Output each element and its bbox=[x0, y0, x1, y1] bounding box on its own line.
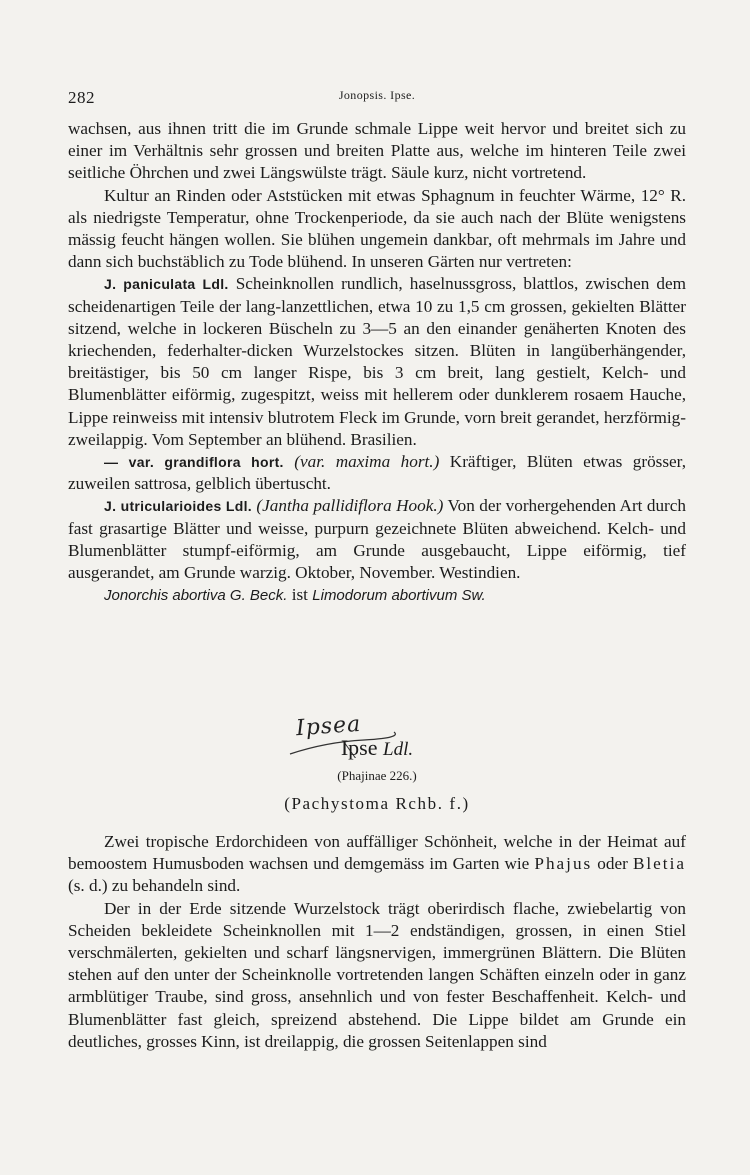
page-number: 282 bbox=[68, 88, 95, 107]
intro-connector: oder bbox=[592, 854, 633, 874]
note-name-a: Jonorchis abortiva G. Beck. bbox=[104, 587, 288, 605]
paragraph-intro bbox=[68, 831, 686, 898]
variety-entry-grandiflora bbox=[68, 451, 686, 495]
intro-end: (s. d.) zu behandeln sind. bbox=[68, 876, 241, 896]
page-header bbox=[68, 88, 686, 110]
species-synonym: (Jantha pallidiflora Hook.) bbox=[256, 496, 444, 516]
paragraph-culture: Kultur an Rinden oder Aststücken mit etwas Sphagnum in feuchter Wärme, 12° R. als niedrigste Temperatur, ohne Trockenperiode, da sie auch nach der Blüte wenigstens mässig feucht hängen wollen. Sie blühen ungemein dankbar, oft mehrmals im Jahre und dann sich buchstäblich zu Tode blühend. In unseren Gärten nur vertreten: bbox=[68, 185, 686, 272]
variety-synonym: (var. maxima hort.) bbox=[294, 452, 440, 472]
species-name: J. paniculata Ldl. bbox=[104, 276, 229, 293]
species-entry-paniculata bbox=[68, 273, 686, 451]
genus-author: Ldl. bbox=[383, 739, 414, 760]
genus-synonym: (Pachystoma Rchb. f.) bbox=[284, 794, 470, 813]
main-text bbox=[68, 118, 686, 607]
genus-reference: (Phajinae 226.) bbox=[337, 768, 417, 783]
intro-text: Zwei tropische Erdorchideen von auffälliger Schönheit, welche in der Heimat auf bemoostem Humusboden wachsen und demgemäss im Garten wie bbox=[68, 832, 686, 874]
paragraph-continuation: wachsen, aus ihnen tritt die im Grunde schmale Lippe weit hervor und breitet sich zu einer im Verhältnis sehr grossen und breiten Platte aus, welche im hinteren Teile zwei seitliche Öhrchen und zwei Längswülste trägt. Säule kurz, nicht vortretend. bbox=[68, 119, 686, 183]
variety-name: — var. grandiflora hort. bbox=[104, 454, 284, 471]
genus-ref-bletia: Bletia bbox=[632, 854, 686, 874]
synonym-note bbox=[68, 584, 686, 607]
note-connector: ist bbox=[287, 585, 313, 605]
genus-title bbox=[68, 735, 686, 761]
species-description: Von der vorhergehenden Art durch fast grasartige Blätter und weisse, purpurn gezeichnete Blüten abweichend. Kelch- und Blumenblätter stumpf-eiförmig, am Grunde ausgebaucht, Lippe eiförmig, tief ausgerandet, am Grunde warzig. Oktober, November. Westindien. bbox=[68, 496, 687, 583]
handwritten-annotation: Ipsea bbox=[295, 711, 362, 742]
running-head: Jonopsis. Ipse. bbox=[338, 88, 416, 102]
paragraph-description: Der in der Erde sitzende Wurzelstock trägt oberirdisch flache, zwiebelartig von Scheiden bekleidete Scheinknollen mit 1—2 endständigen, grossen, in einen Stiel verschmälerten, gekielten und scharf längsnervigen, immergrünen Blättern. Die Blüten stehen auf den unter der Scheinknolle vortretenden langen Schäften einzeln oder in ganz armblütiger Traube, sind gross, ansehnlich und von fester Beschaffenheit. Kelch- und Blumenblätter fast gleich, spreizend abstehend. Die Lippe bildet am Grunde ein deutliches, grosses Kinn, ist dreilappig, die grossen Seitenlappen sind bbox=[68, 898, 686, 1051]
genus-name: Ipse bbox=[340, 735, 378, 760]
genus-text bbox=[68, 831, 686, 1053]
note-name-b: Limodorum abortivum Sw. bbox=[312, 587, 486, 605]
species-name: J. utricularioides Ldl. bbox=[104, 498, 252, 515]
genus-ref-phajus: Phajus bbox=[534, 854, 593, 874]
genus-heading bbox=[68, 708, 686, 818]
species-description: Scheinknollen rundlich, haselnussgross, blattlos, zwischen dem scheidenartigen Teile der lang-lanzettlichen, etwa 10 zu 1,5 cm grossen, gekielten Blätter sitzend, welche in lockeren Büscheln zu 3—5 an den einander genäherten Knoten des kriechenden, federhalter-dicken Wurzelstockes sitzen. Blüten in langüberhängender, breitästiger, bis 50 cm langer Rispe, bis 3 cm breit, lang gestielt, Kelch- und Blumenblätter eiförmig, zugespitzt, weiss mit hellerem oder dunklerem rosaem Hauche, Lippe reinweiss mit intensiv blutrotem Fleck im Grunde, vorn breit gerandet, herzförmig-zweilappig. Vom September an blühend. Brasilien. bbox=[68, 274, 686, 449]
variety-description: Kräftiger, Blüten etwas grösser, zuweilen sattrosa, gelblich übertuscht. bbox=[68, 452, 687, 494]
species-entry-utricularioides bbox=[68, 495, 686, 584]
